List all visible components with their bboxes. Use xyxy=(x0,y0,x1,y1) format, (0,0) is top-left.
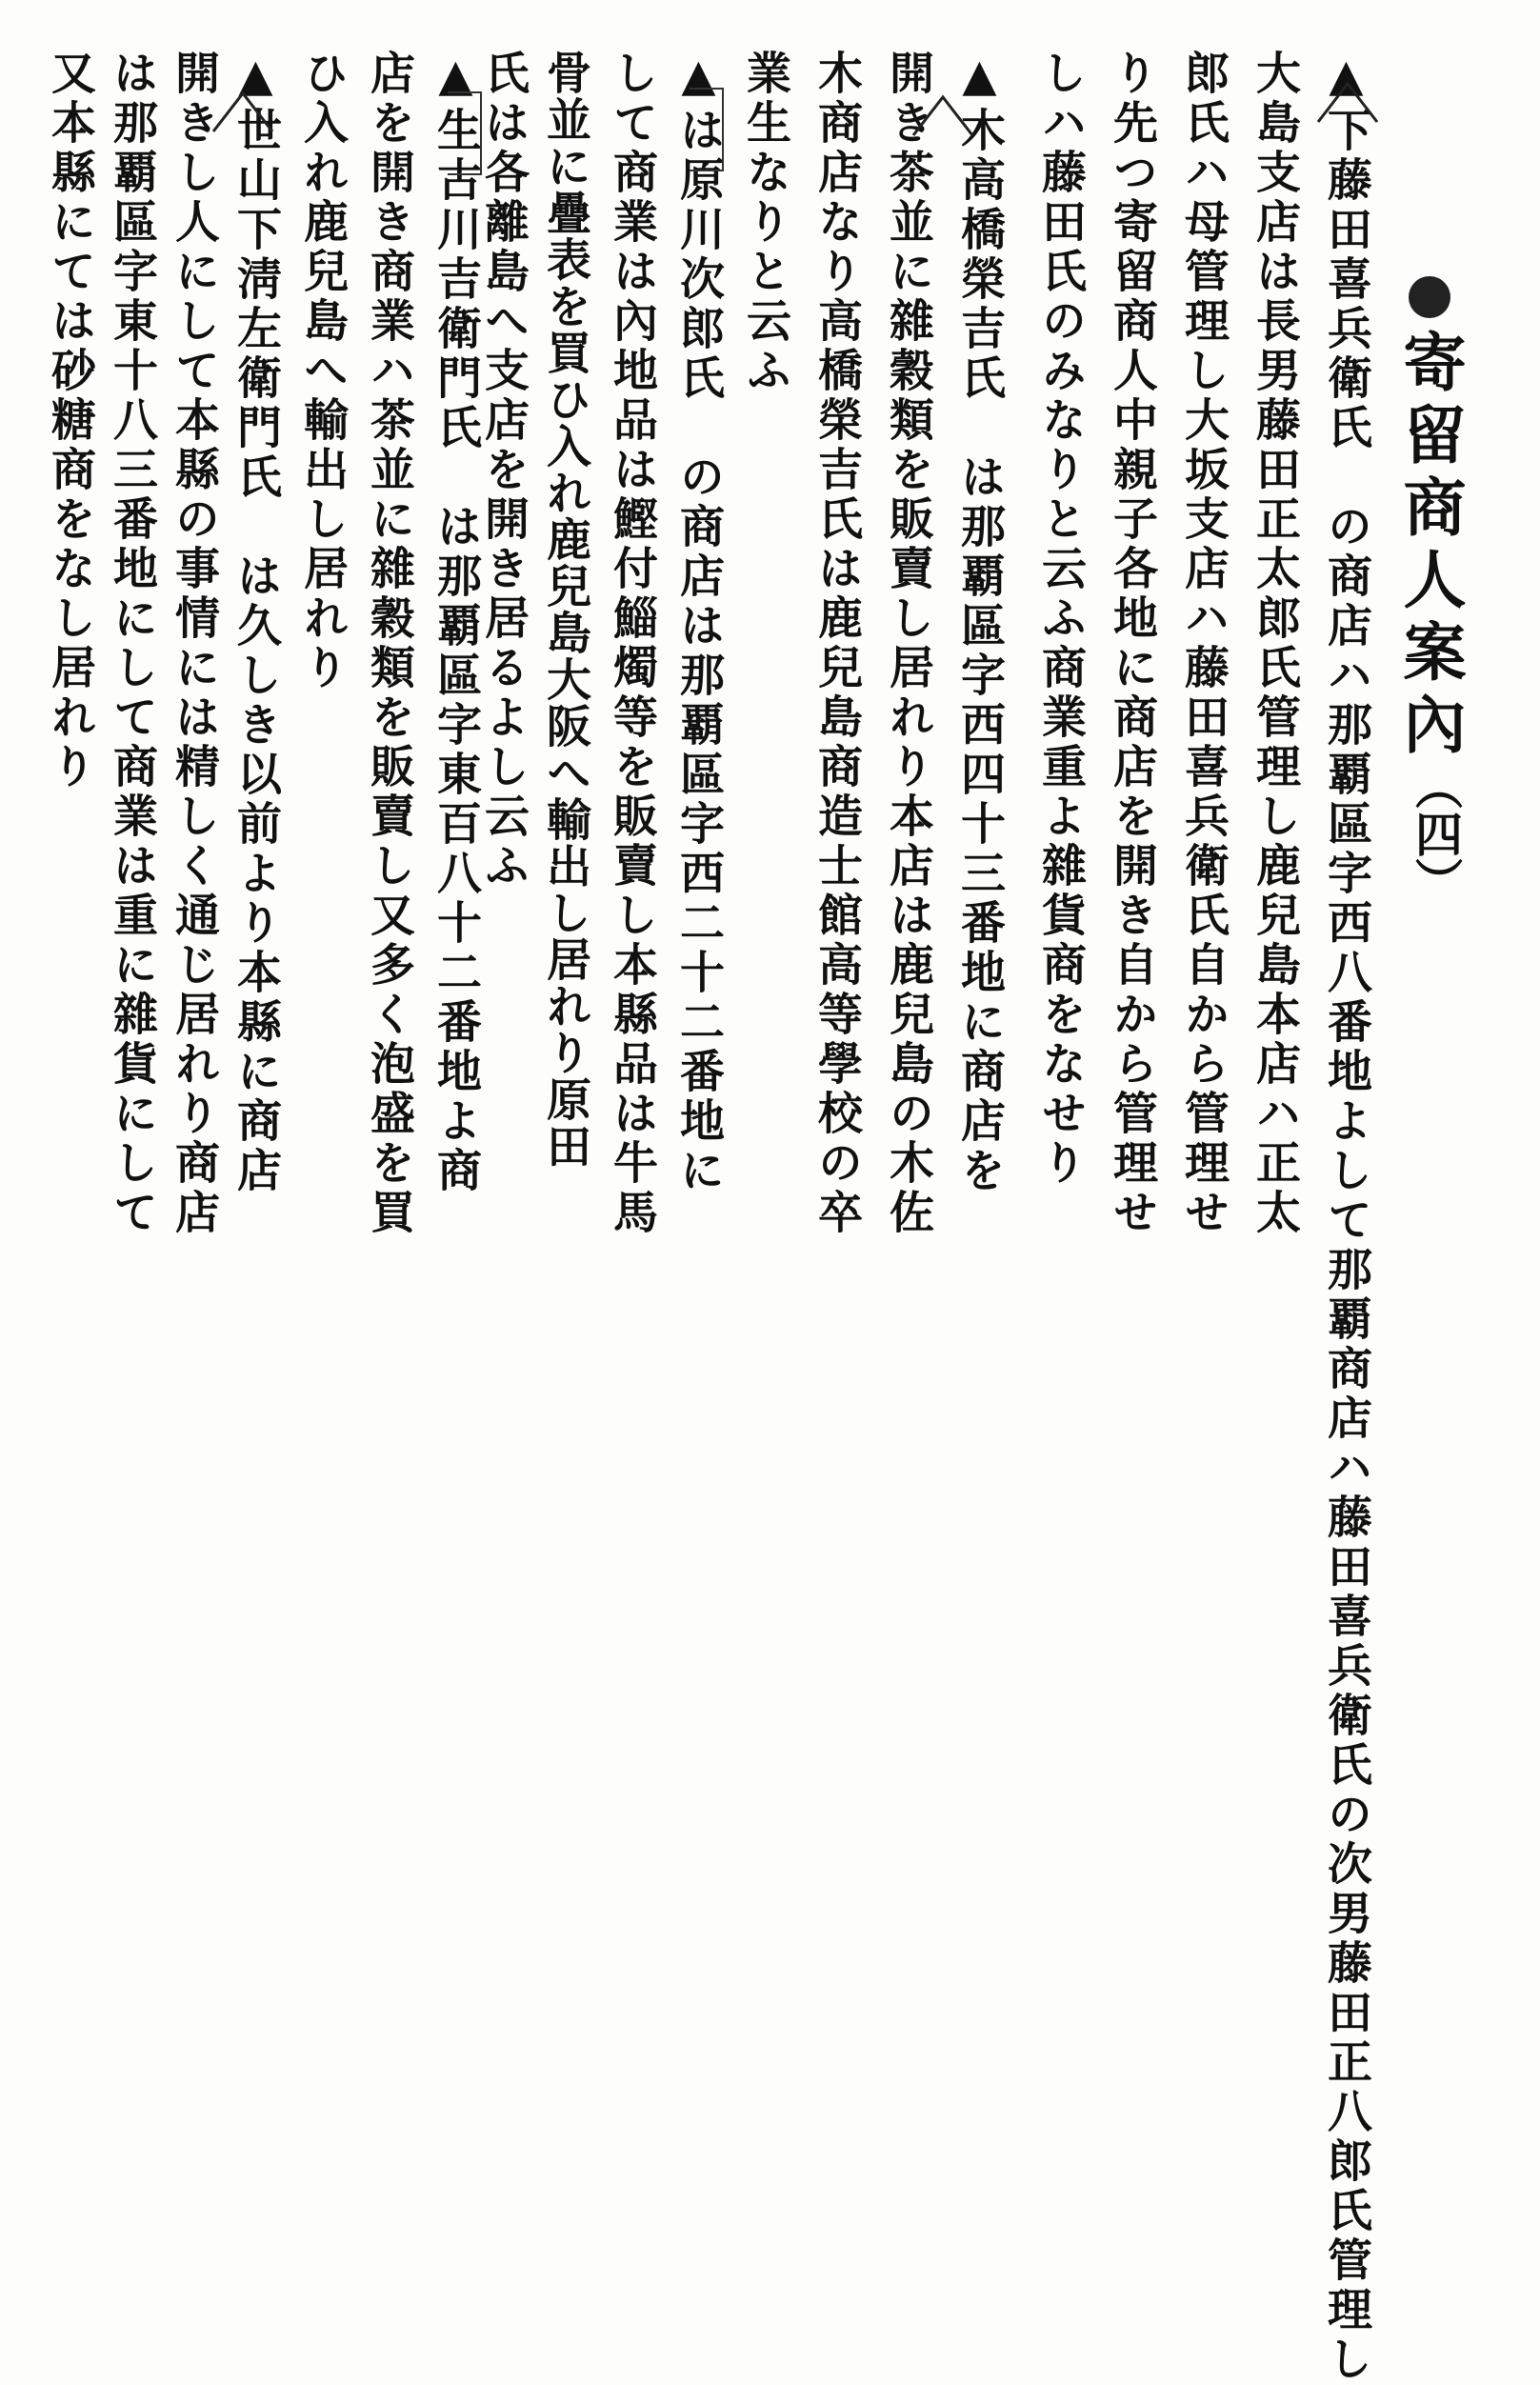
entry-caret-3 xyxy=(210,88,276,135)
bullet-seal-icon xyxy=(1409,276,1450,318)
entry-caret-2 xyxy=(910,91,976,139)
text-column-4: り先つ寄留商人中親子各地に商店を開き自から管理せ xyxy=(1106,50,1158,1238)
text-column-20: 又本縣にては砂糖商をなし居れり xyxy=(44,50,96,792)
text-column-3: 郎氏ハ母管理し大坂支店ハ藤田喜兵衛氏自から管理せ xyxy=(1177,50,1230,1238)
text-column-2: 大島支店は長男藤田正太郎氏管理し鹿兒島本店ハ正太 xyxy=(1249,50,1301,1238)
text-column-18: 開きし人にして本縣の事情には精しく通じ居れり商店 xyxy=(168,50,220,1238)
text-column-9: 業生なりと云ふ xyxy=(739,50,791,396)
text-column-14: ▲生古川吉衛門氏 は那覇區字東百八十二番地よ商 xyxy=(430,50,482,1196)
page-title-text: 寄留商人案內 xyxy=(1392,330,1467,764)
text-column-10: ▲は原川次郎氏 の商店は那覇區字西二十二番地に xyxy=(672,50,725,1196)
text-column-13: 氏は各離島へ支店を開き居るよし云ふ xyxy=(477,50,530,892)
text-column-15: 店を開き商業ハ茶並に雜穀類を販賣し又多く泡盛を買 xyxy=(363,50,415,1238)
text-column-16: ひ入れ鹿兒島へ輸出し居れり xyxy=(296,50,349,693)
entry-caret-1 xyxy=(1314,78,1381,126)
text-column-19: は那覇區字東十八三番地にして商業は重に雜貨にして xyxy=(106,50,158,1238)
text-column-7: 開き茶並に雜穀類を販賣し居れり本店は鹿兒島の木佐 xyxy=(882,50,934,1238)
page-title xyxy=(1390,276,1467,764)
entry-bracket-2 xyxy=(448,91,482,175)
text-column-5: しハ藤田氏のみなりと云ふ商業重よ雜貨商をなせり xyxy=(1034,50,1087,1189)
entry-bracket-1 xyxy=(690,88,724,171)
text-column-8: 木商店なり高橋榮吉氏は鹿兒島商造士館高等學校の卒 xyxy=(810,50,863,1238)
text-column-1: ▲下藤田喜兵衛氏 の商店ハ那覇區字西八番地よして那覇商店ハ藤田喜兵衛氏の次男藤田正八郎氏管理し xyxy=(1320,50,1372,2385)
text-column-6: ▲木高橋榮吉氏 は那覇區字西四十三番地に商店を xyxy=(953,50,1006,1196)
text-column-17: ▲世山下淸左衛門氏 は久しき以前より本縣に商店 xyxy=(230,50,282,1196)
text-column-12: 骨並に疊表を買ひ入れ鹿兒島大阪へ輸出し居れり原田 xyxy=(539,50,591,1170)
page-number: （四） xyxy=(1408,762,1464,905)
text-column-11: して商業は內地品は鰹付鯔燭等を販賣し本縣品は牛馬 xyxy=(606,50,658,1238)
